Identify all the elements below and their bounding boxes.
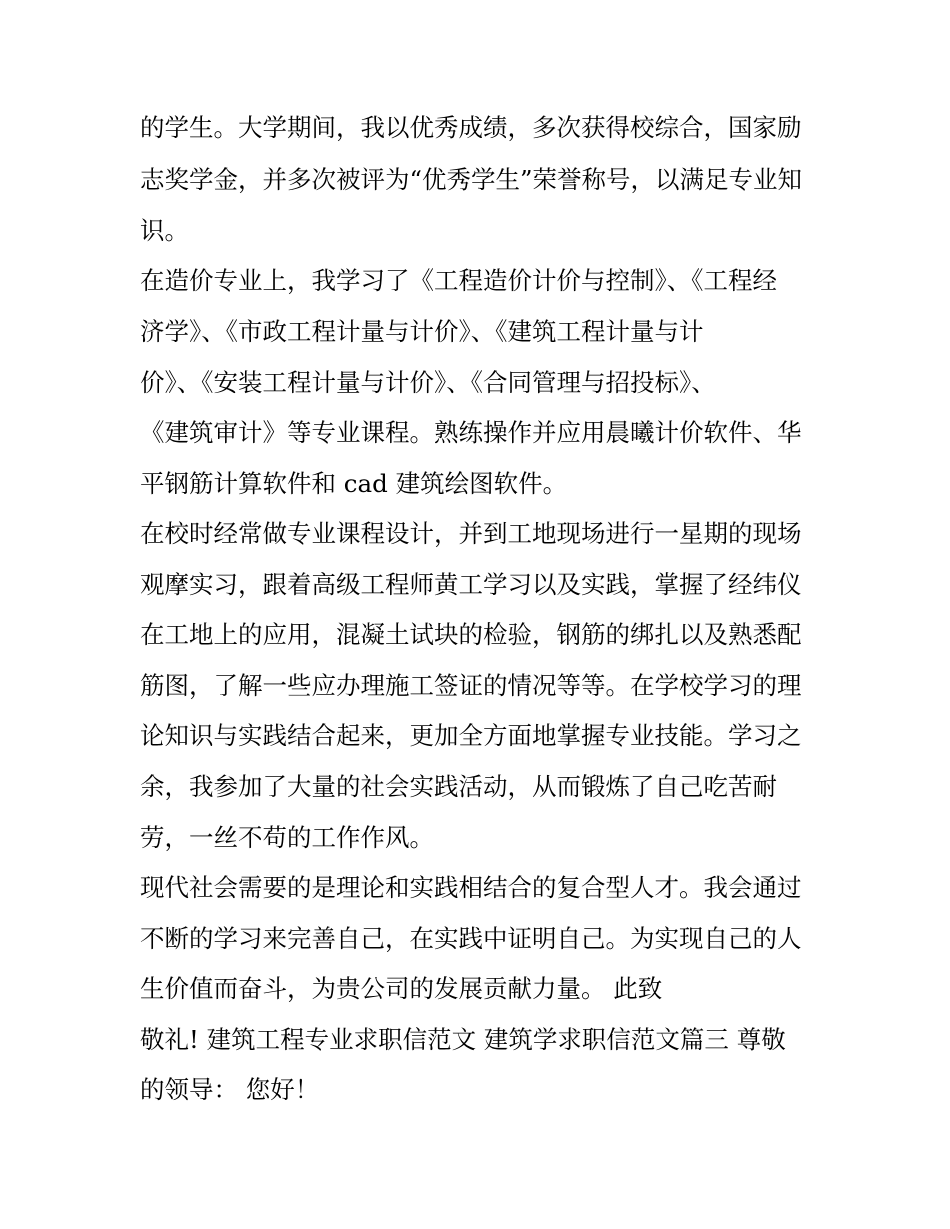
text-line: 的领导： 您好！	[140, 1075, 320, 1104]
text-line: 生价值而奋斗，为贵公司的发展贡献力量。 此致	[140, 974, 663, 1003]
text-line: 劳，一丝不苟的工作作风。	[140, 823, 434, 852]
text-line: 平钢筋计算软件和 cad 建筑绘图软件。	[140, 469, 568, 498]
text-line: 不断的学习来完善自己，在实践中证明自己。为实现自己的人	[140, 924, 802, 953]
text-line: 现代社会需要的是理论和实践相结合的复合型人才。我会通过	[140, 873, 802, 902]
text-line: 的学生。大学期间，我以优秀成绩，多次获得校综合，国家励	[140, 113, 802, 142]
text-line: 在造价专业上，我学习了《工程造价计价与控制》、《工程经	[140, 266, 777, 295]
text-line: 《建筑审计》等专业课程。熟练操作并应用晨曦计价软件、华	[140, 418, 802, 447]
text-line: 筋图，了解一些应办理施工签证的情况等等。在学校学习的理	[140, 671, 802, 700]
text-line: 在校时经常做专业课程设计，并到工地现场进行一星期的现场	[140, 519, 802, 548]
text-line: 观摩实习，跟着高级工程师黄工学习以及实践，掌握了经纬仪	[140, 570, 802, 599]
text-line: 在工地上的应用，混凝土试块的检验，钢筋的绑扎以及熟悉配	[140, 620, 802, 649]
text-line: 志奖学金，并多次被评为“优秀学生”荣誉称号，以满足专业知	[140, 165, 803, 194]
text-line: 论知识与实践结合起来，更加全方面地掌握专业技能。学习之	[140, 721, 802, 750]
text-line: 敬礼! 建筑工程专业求职信范文 建筑学求职信范文篇三 尊敬	[140, 1025, 786, 1054]
text-line: 济学》、《市政工程计量与计价》、《建筑工程计量与计	[140, 317, 704, 346]
text-line: 价》、《安装工程计量与计价》、《合同管理与招投标》、	[140, 368, 716, 397]
text-line: 余，我参加了大量的社会实践活动，从而锻炼了自己吃苦耐	[140, 772, 777, 801]
text-line: 识。	[140, 216, 189, 245]
